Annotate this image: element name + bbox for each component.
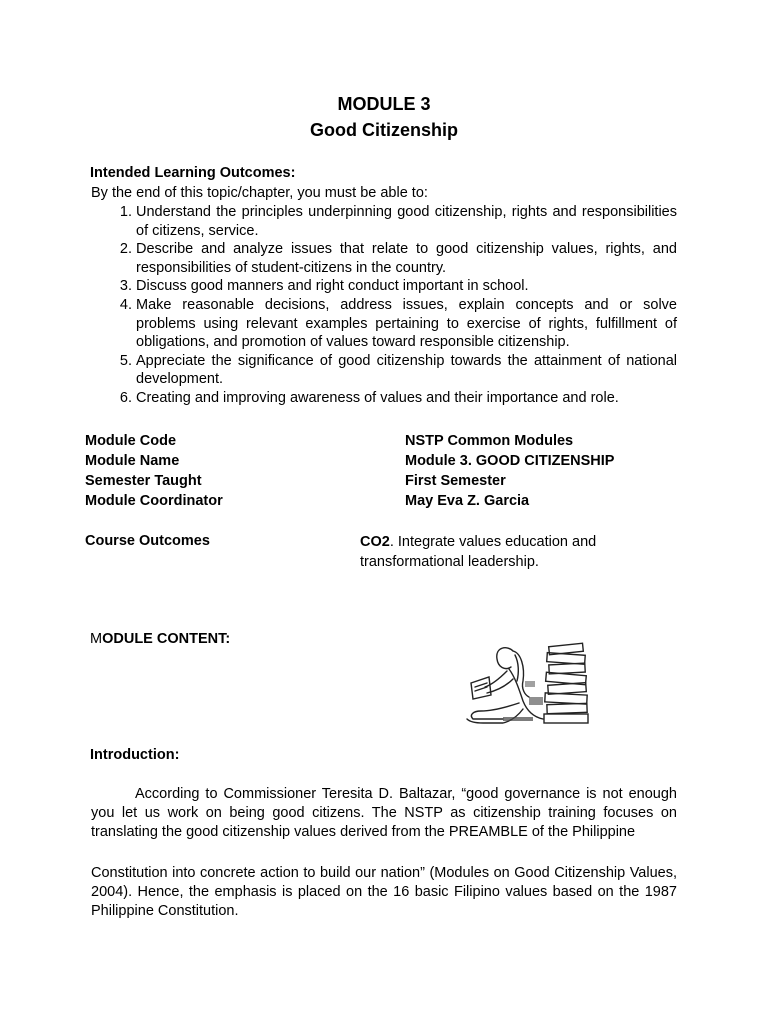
course-outcome-code: CO2 xyxy=(360,534,390,550)
girl-reading-illustration xyxy=(463,637,595,727)
coordinator-label: Module Coordinator xyxy=(85,493,223,509)
module-name-value: Module 3. GOOD CITIZENSHIP xyxy=(405,453,615,469)
module-content-rest: ODULE CONTENT: xyxy=(102,631,231,647)
list-item: 4. Make reasonable decisions, address issues, explain concepts and or solve problems using relevant examples pertaining to exercise of rights, fulfillment of obligations, and promotion of values toward responsible citizenship. xyxy=(136,296,677,352)
learning-outcomes-list xyxy=(91,203,677,408)
introduction-paragraph-1: According to Commissioner Teresita D. Baltazar, “good governance is not enough you let us work on being good citizens. The NSTP as citizenship training focuses on translating the good citizenship values derived from the PREAMBLE of the Philippine xyxy=(91,786,677,840)
module-name-label: Module Name xyxy=(85,453,180,469)
learning-outcomes-heading: Intended Learning Outcomes: xyxy=(90,165,296,181)
module-number: MODULE 3 xyxy=(337,94,431,114)
list-item: 2. Describe and analyze issues that relate to good citizenship values, rights, and responsibilities of student-citizens in the country. xyxy=(136,240,677,277)
coordinator-value: May Eva Z. Garcia xyxy=(405,493,530,509)
introduction-paragraph-2: Constitution into concrete action to build our nation” (Modules on Good Citizenship Values, 2004). Hence, the emphasis is placed on the 16 basic Filipino values based on the 1987 Philippine Constitution. xyxy=(91,865,677,919)
course-outcomes-value xyxy=(360,532,650,572)
learning-outcomes-intro: By the end of this topic/chapter, you must be able to: xyxy=(91,185,428,201)
introduction-heading: Introduction: xyxy=(90,747,180,763)
list-item: 3. Discuss good manners and right conduct important in school. xyxy=(136,277,677,296)
list-item: 1. Understand the principles underpinning good citizenship, rights and responsibilities of citizens, service. xyxy=(136,203,677,240)
semester-label: Semester Taught xyxy=(85,473,202,489)
module-code-label: Module Code xyxy=(85,433,177,449)
list-item: 6. Creating and improving awareness of values and their importance and role. xyxy=(136,389,677,408)
module-content-heading xyxy=(90,630,230,649)
page-title: Good Citizenship xyxy=(310,120,458,140)
course-outcomes-label: Course Outcomes xyxy=(85,533,210,549)
semester-value: First Semester xyxy=(405,473,506,489)
list-item: 5. Appreciate the significance of good citizenship towards the attainment of national development. xyxy=(136,352,677,389)
course-outcome-text: . Integrate values education and transformational leadership. xyxy=(360,534,597,570)
module-code-value: NSTP Common Modules xyxy=(405,433,574,449)
module-content-lead: M xyxy=(90,631,103,647)
